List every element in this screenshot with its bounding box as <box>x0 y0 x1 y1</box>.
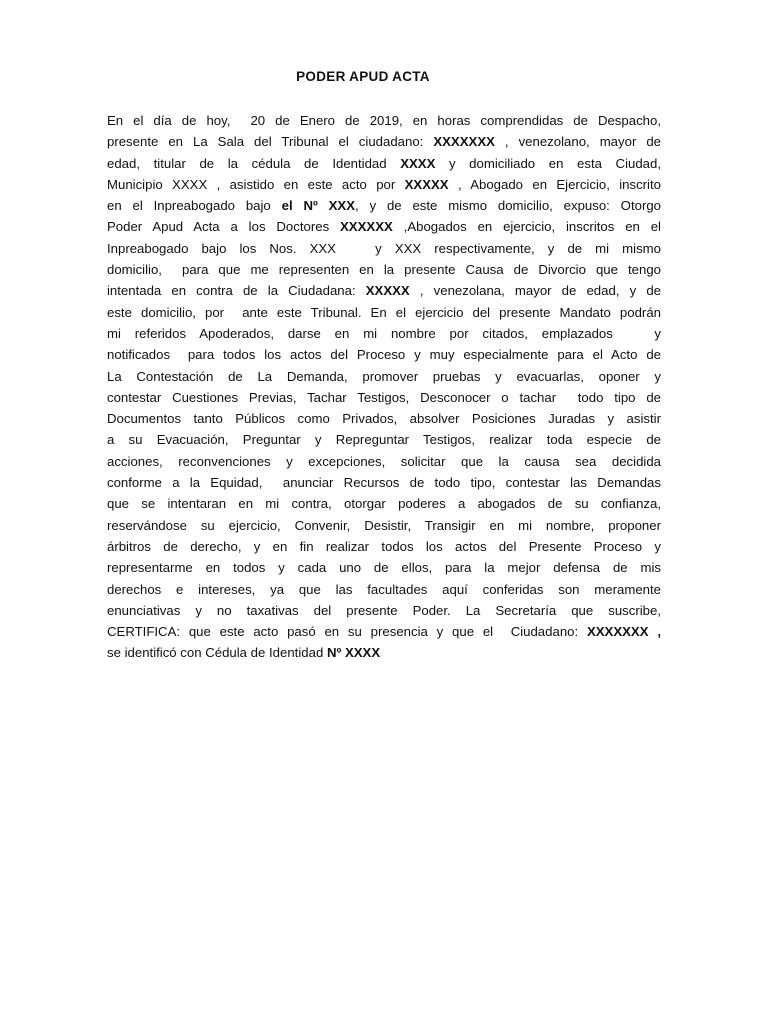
text-run: ,Abogados en ejercicio, inscritos en el <box>392 219 661 235</box>
text-run: mi referidos Apoderados, darse en mi nombre por citados, emplazados y <box>107 325 661 341</box>
text-run: en el Inpreabogado bajo <box>107 198 282 214</box>
text-run: En el día de hoy, 20 de Enero de 2019, en horas comprendidas de Despacho, <box>107 113 661 128</box>
paragraph-line <box>107 621 661 642</box>
paragraph-line <box>107 642 661 663</box>
paragraph-line <box>107 472 661 493</box>
text-run: La Contestación de La Demanda, promover pruebas y evacuarlas, oponer y <box>107 368 661 384</box>
paragraph-line <box>107 259 661 280</box>
text-run: Poder Apud Acta a los Doctores <box>107 219 341 235</box>
text-run: , venezolana, mayor de edad, y de <box>409 283 661 299</box>
paragraph-line <box>107 600 661 621</box>
text-run: notificados para todos los actos del Proceso y muy especialmente para el Acto de <box>107 347 661 363</box>
paragraph-line <box>107 579 661 600</box>
paragraph-line <box>107 515 661 536</box>
text-run: que se intentaran en mi contra, otorgar poderes a abogados de su confianza, <box>107 496 661 512</box>
paragraph-line <box>107 216 661 237</box>
text-run: contestar Cuestiones Previas, Tachar Testigos, Desconocer o tachar todo tipo de <box>107 389 661 405</box>
paragraph-line <box>107 195 661 216</box>
text-run: Inpreabogado bajo los Nos. XXX y XXX respectivamente, y de mi mismo <box>107 240 661 256</box>
bold-text-run: el Nº XXX <box>281 198 356 214</box>
bold-text-run: XXXX <box>400 155 436 171</box>
text-run: a su Evacuación, Preguntar y Repreguntar Testigos, realizar toda especie de <box>107 432 661 448</box>
text-run: reservándose su ejercicio, Convenir, Desistir, Transigir en mi nombre, proponer <box>107 517 661 533</box>
text-run: árbitros de derecho, y en fin realizar todos los actos del Presente Proceso y <box>107 538 661 554</box>
text-run: se identificó con Cédula de Identidad <box>107 645 327 661</box>
text-run: representarme en todos y cada uno de ellos, para la mejor defensa de mis <box>107 560 661 576</box>
document-title: PODER APUD ACTA <box>296 69 430 84</box>
paragraph-line <box>107 323 661 344</box>
bold-text-run: XXXXX <box>365 283 410 299</box>
paragraph-line <box>107 238 661 259</box>
bold-text-run: XXXXX <box>404 176 449 192</box>
paragraph-line <box>107 557 661 578</box>
bold-text-run: XXXXXX <box>340 219 393 235</box>
paragraph-line <box>107 280 661 301</box>
text-run: presente en La Sala del Tribunal el ciudadano: <box>107 134 434 150</box>
bold-text-run: XXXXXXX , <box>586 624 661 640</box>
paragraph-line <box>107 110 661 131</box>
bold-text-run: Nº XXXX <box>326 645 381 661</box>
text-run: conforme a la Equidad, anunciar Recursos de todo tipo, contestar las Demandas <box>107 475 661 491</box>
paragraph-line <box>107 344 661 365</box>
paragraph-line <box>107 387 661 408</box>
paragraph-line <box>107 408 661 429</box>
text-run: Documentos tanto Públicos como Privados, absolver Posiciones Juradas y asistir <box>107 411 661 427</box>
document-body <box>107 110 661 664</box>
bold-text-run: XXXXXXX <box>433 134 495 150</box>
text-run: enunciativas y no taxativas del presente Poder. La Secretaría que suscribe, <box>107 602 661 618</box>
paragraph-line <box>107 131 661 152</box>
text-run: , Abogado en Ejercicio, inscrito <box>448 176 661 192</box>
text-run: este domicilio, por ante este Tribunal. En el ejercicio del presente Mandato podrán <box>107 304 661 320</box>
text-run: derechos e intereses, ya que las facultades aquí conferidas son meramente <box>107 581 661 597</box>
paragraph-line <box>107 174 661 195</box>
paragraph-line <box>107 493 661 514</box>
text-run: acciones, reconvenciones y excepciones, solicitar que la causa sea decidida <box>107 453 661 469</box>
text-run: , y de este mismo domicilio, expuso: Otorgo <box>355 198 661 214</box>
paragraph-line <box>107 536 661 557</box>
text-run: CERTIFICA: que este acto pasó en su presencia y que el Ciudadano: <box>107 624 587 640</box>
paragraph-line <box>107 153 661 174</box>
text-run: , venezolano, mayor de <box>494 134 662 150</box>
paragraph-line <box>107 366 661 387</box>
paragraph-line <box>107 429 661 450</box>
text-run: intentada en contra de la Ciudadana: <box>107 283 366 299</box>
paragraph-line <box>107 451 661 472</box>
paragraph-line <box>107 302 661 323</box>
text-run: y domiciliado en esta Ciudad, <box>435 155 661 171</box>
text-run: edad, titular de la cédula de Identidad <box>107 155 401 171</box>
text-run: domicilio, para que me representen en la presente Causa de Divorcio que tengo <box>107 262 661 278</box>
text-run: Municipio XXXX , asistido en este acto por <box>107 176 405 192</box>
